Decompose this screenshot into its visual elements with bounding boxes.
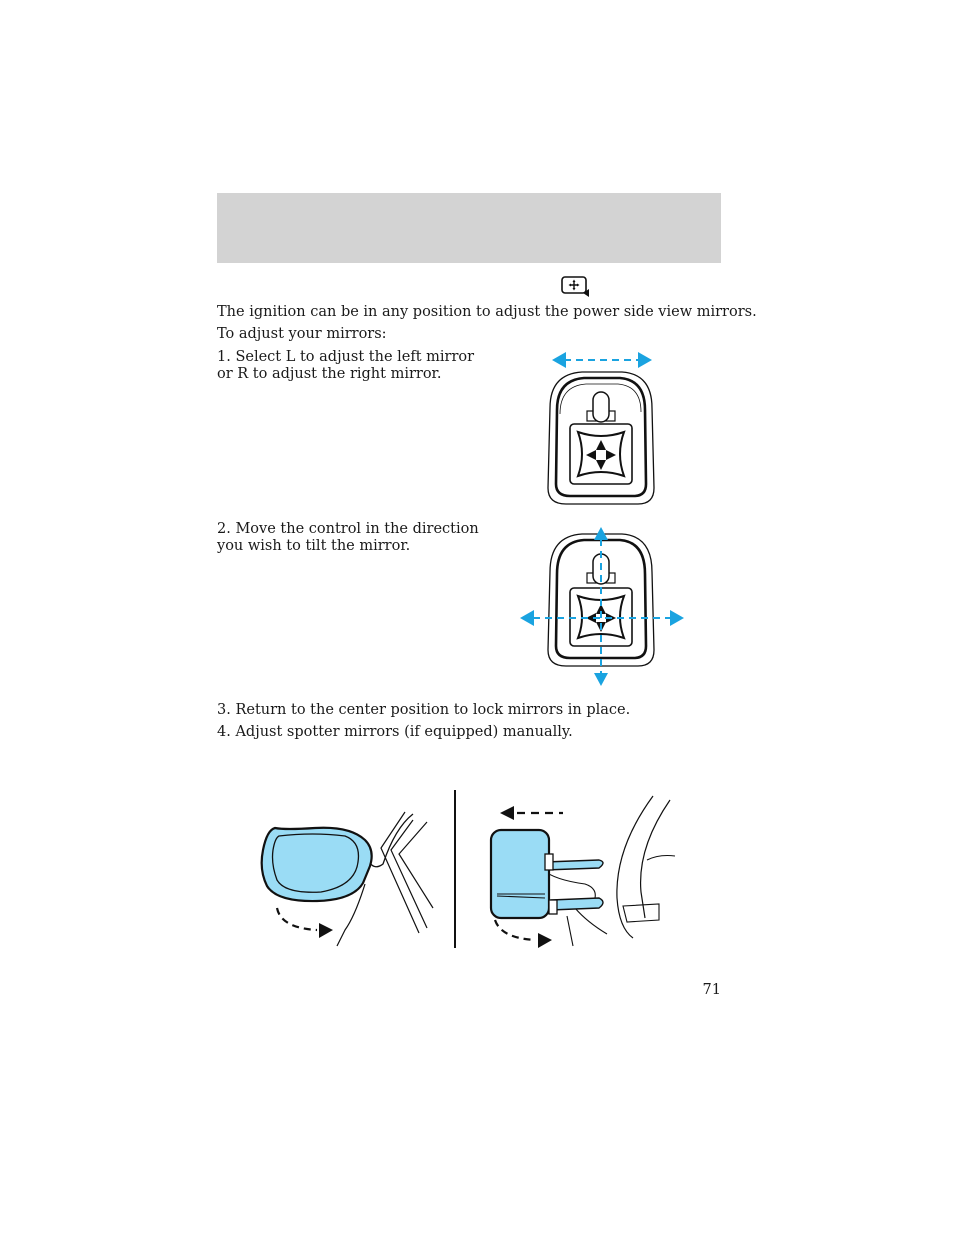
step-4: 4. Adjust spotter mirrors (if equipped) manually. (217, 724, 573, 740)
page-number: 71 (702, 982, 721, 998)
standard-mirror-fold (262, 812, 433, 946)
step-3: 3. Return to the center position to lock mirrors in place. (217, 702, 631, 718)
left-right-arrow (552, 352, 652, 368)
trailer-tow-mirror-fold (491, 796, 675, 948)
step-1-line-2: or R to adjust the right mirror. (217, 366, 442, 382)
step-2-line-2: you wish to tilt the mirror. (217, 538, 411, 554)
section-header-band (217, 193, 721, 263)
step-1-line-1: 1. Select L to adjust the left mirror (217, 349, 475, 365)
power-mirror-icon (561, 276, 591, 298)
mirror-direction-figure (515, 524, 690, 690)
joystick-pad (570, 424, 632, 484)
instructions-lead: To adjust your mirrors: (217, 326, 387, 342)
step-1 (217, 349, 474, 383)
spotter-mirror-figure (255, 788, 685, 953)
step-2 (217, 521, 479, 555)
mirror-selector-figure (540, 348, 665, 508)
selector-switch (587, 392, 615, 422)
intro-text: The ignition can be in any position to adjust the power side view mirrors. (217, 304, 757, 320)
step-2-line-1: 2. Move the control in the direction (217, 521, 479, 537)
